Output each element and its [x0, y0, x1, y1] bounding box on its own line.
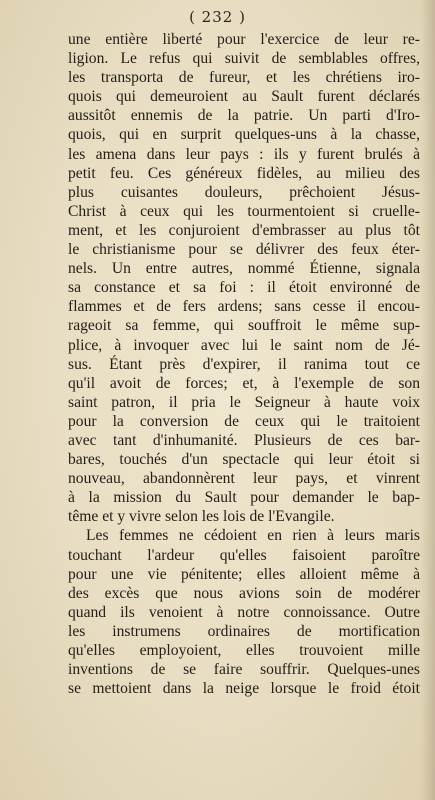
- text-line: touchant l'ardeur qu'elles faisoient paroître: [68, 546, 420, 564]
- text-line: petit feu. Ces généreux fidèles, au milieu des: [68, 164, 420, 182]
- text-line: quois qui demeuroient au Sault furent déclarés: [68, 88, 420, 106]
- page-number: ( 232 ): [189, 8, 246, 26]
- text-line: sa constance et sa foi : il étoit environné de: [68, 279, 420, 297]
- text-line: plus cuisantes douleurs, prêchoient Jésus-: [68, 183, 420, 201]
- text-line: les transporta de fureur, et les chrétiens iro-: [68, 69, 420, 87]
- text-line: à la mission du Sault pour demander le bap-: [68, 489, 420, 507]
- text-line: avec tant d'inhumanité. Plusieurs de ces bar-: [68, 431, 420, 449]
- text-line: nels. Un entre autres, nommé Étienne, signala: [68, 260, 420, 278]
- text-line: bares, touchés d'un spectacle qui leur étoit si: [68, 451, 420, 469]
- text-line: les amena dans leur pays : ils y furent brulés à: [68, 145, 420, 163]
- text-line: ment, et les conjuroient d'embrasser au plus tôt: [68, 221, 420, 239]
- text-line: pour la conversion de ceux qui le traitoient: [68, 412, 420, 430]
- text-line: flammes et de fers ardens; sans cesse il encou-: [68, 298, 420, 316]
- text-line: aussitôt ennemis de la patrie. Un parti d'Iro-: [68, 107, 420, 125]
- text-line: pour une vie pénitente; elles alloient même à: [68, 565, 420, 583]
- text-line: une entière liberté pour l'exercice de leur re-: [68, 31, 420, 48]
- text-line: plice, à invoquer avec lui le saint nom de Jé-: [68, 336, 420, 354]
- text-line: sus. Étant près d'expirer, il ranima tout ce: [68, 355, 420, 373]
- text-line: Les femmes ne cédoient en rien à leurs maris: [86, 527, 420, 545]
- paragraph-1: [68, 30, 420, 526]
- text-line: rageoit sa femme, qui souffroit le même sup-: [68, 317, 420, 335]
- text-line: saint patron, il pria le Seigneur à haute voix: [68, 393, 420, 411]
- text-line: qu'il avoit de forces; et, à l'exemple de son: [68, 374, 420, 392]
- text-line: Christ à ceux qui les tourmentoient si cruelle-: [68, 202, 420, 220]
- body-text: [68, 30, 420, 698]
- text-line: tême et y vivre selon les lois de l'Evangile.: [68, 508, 335, 526]
- text-line: quois, qui en surprit quelques-uns à la chasse,: [68, 126, 420, 144]
- text-line: ligion. Le refus qui suivit de semblables offres,: [68, 50, 420, 68]
- text-line: des excès que nous avions soin de modérer: [68, 584, 420, 602]
- text-line: quand ils venoient à notre connoissance. Outre: [68, 603, 420, 621]
- page-edge-shadow: [421, 0, 435, 800]
- text-line: inventions de se faire souffrir. Quelques-unes: [68, 661, 420, 679]
- paragraph-2: [68, 526, 420, 698]
- text-line: nouveau, abandonnèrent leur pays, et vinrent: [68, 470, 420, 488]
- text-line: qu'elles employoient, elles trouvoient mille: [68, 642, 420, 659]
- text-line: se mettoient dans la neige lorsque le froid étoit: [68, 680, 420, 698]
- text-line: les instrumens ordinaires de mortification: [68, 622, 420, 640]
- text-line: le christianisme pour se délivrer des feux éter-: [68, 241, 420, 259]
